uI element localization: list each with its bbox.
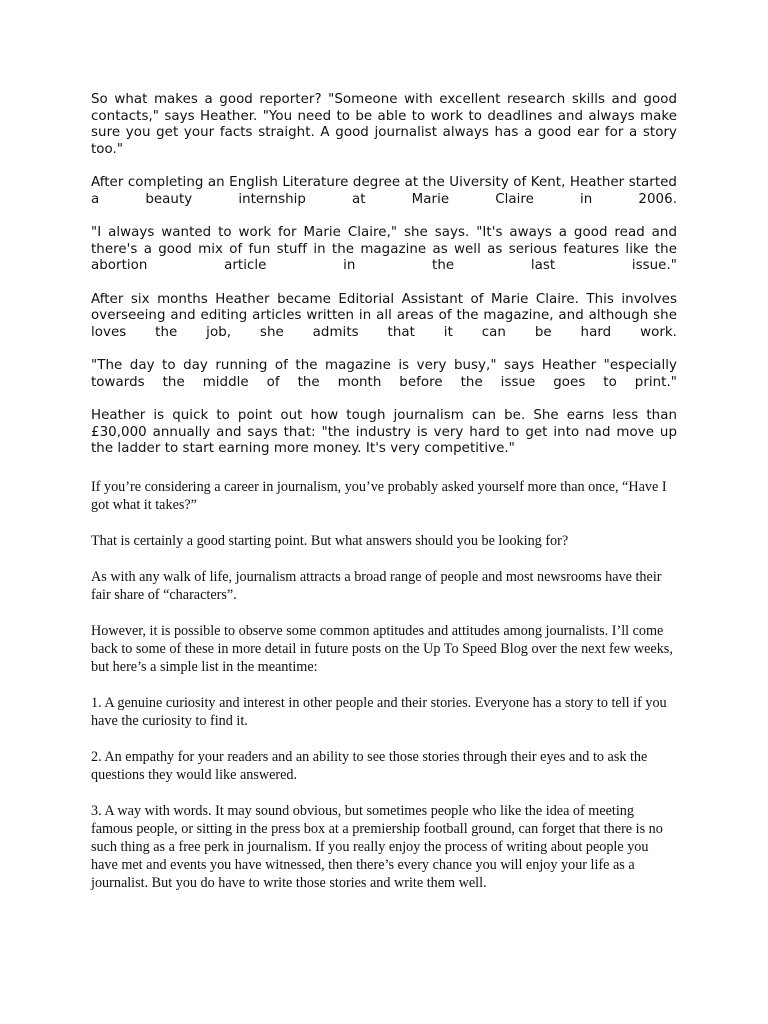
paragraph-starting-point: That is certainly a good starting point. But what answers should you be looking for? xyxy=(91,532,569,549)
list-item-empathy: 2. An empathy for your readers and an ability to see those stories through their eyes and to ask the questions they would like answered. xyxy=(91,748,648,783)
paragraph-busy-magazine: "The day to day running of the magazine is very busy," says Heather "especially towards the middle of the month before the issue goes to print." xyxy=(91,358,677,390)
list-item-curiosity: 1. A genuine curiosity and interest in other people and their stories. Everyone has a story to tell if you have the curiosity to find it. xyxy=(91,694,667,729)
paragraph-career-question: If you’re considering a career in journalism, you’ve probably asked yourself more than once, “Have I got what it takes?” xyxy=(91,478,667,513)
list-item-way-with-words: 3. A way with words. It may sound obvious, but sometimes people who like the idea of meeting famous people, or sitting in the press box at a premiership football ground, can forget that there is no such thing as a free perk in journalism. If you really enjoy the process of writing about people you have met and events you have witnessed, then there’s every chance you will enjoy your life as a journalist. But you do have to write those stories and write them well. xyxy=(91,802,663,891)
document-page xyxy=(91,92,677,910)
paragraph-tough-journalism: Heather is quick to point out how tough journalism can be. She earns less than £30,000 annually and says that: "the industry is very hard to get into nad move up the ladder to start earning more money. It's very competitive." xyxy=(91,408,677,456)
paragraph-education: After completing an English Literature degree at the Uiversity of Kent, Heather started a beauty internship at Marie Claire in 2006. xyxy=(91,175,677,207)
paragraph-aptitudes: However, it is possible to observe some common aptitudes and attitudes among journalists. I’ll come back to some of these in more detail in future posts on the Up To Speed Blog over the next few weeks, but here’s a simple list in the meantime: xyxy=(91,622,673,675)
paragraph-marie-claire-quote: "I always wanted to work for Marie Claire," she says. "It's aways a good read and there's a good mix of fun stuff in the magazine as well as serious features like the abortion article in the last issue." xyxy=(91,225,677,273)
paragraph-editorial-assistant: After six months Heather became Editorial Assistant of Marie Claire. This involves overseeing and editing articles written in all areas of the magazine, and although she loves the job, she admits that it can be hard work. xyxy=(91,291,677,340)
paragraph-characters: As with any walk of life, journalism attracts a broad range of people and most newsrooms have their fair share of “characters”. xyxy=(91,568,662,603)
interview-section xyxy=(91,92,677,458)
paragraph-good-reporter: So what makes a good reporter? "Someone with excellent research skills and good contacts," says Heather. "You need to be able to work to deadlines and always make sure you get your facts straight. A good journalist always has a good ear for a story too." xyxy=(91,92,677,157)
blog-section xyxy=(91,478,677,892)
